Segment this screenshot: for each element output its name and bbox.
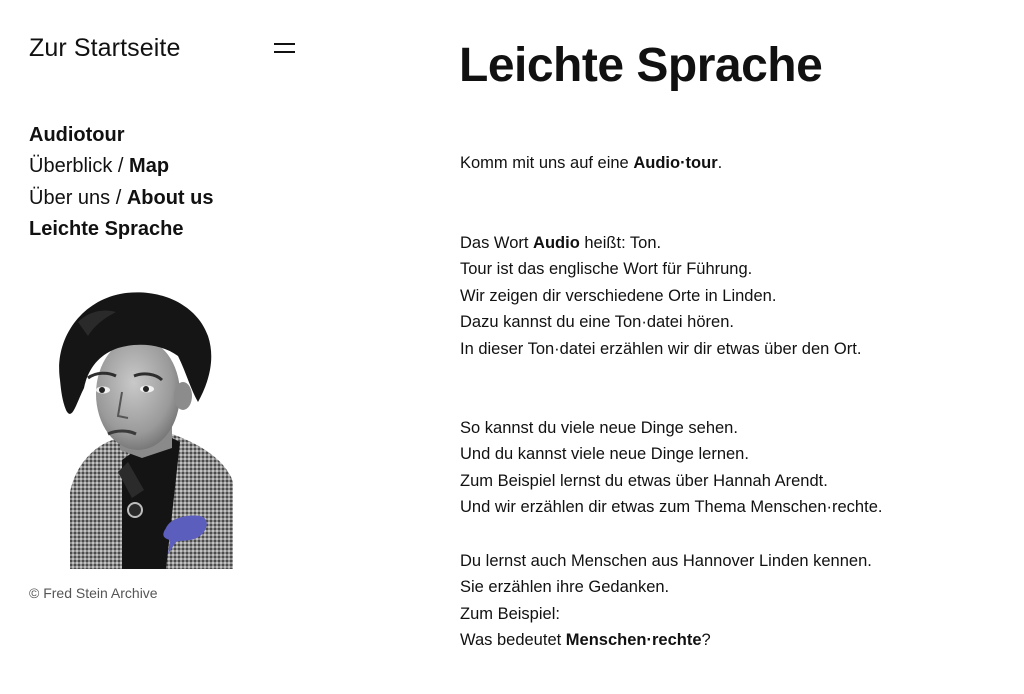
text-line: Sie erzählen ihre Gedanken. [460,578,670,597]
text-line [460,627,872,653]
paragraph-learning [460,415,882,521]
paragraph-audio-explanation [460,230,861,362]
portrait-illustration [58,292,233,569]
home-link[interactable]: Zur Startseite [29,34,181,62]
text-line: Du lernst auch Menschen aus Hannover Linden kennen. [460,552,872,570]
nav-row-audiotour [29,120,213,151]
nav-row-overview [29,151,213,182]
paragraph-intro [460,150,722,176]
text-span: . [717,154,723,172]
text-line [460,230,861,256]
text-span: ? [701,631,711,650]
nav-separator: / [110,186,127,209]
menu-bar-bottom [274,51,295,53]
nav-link-leichte-sprache[interactable]: Leichte Sprache [29,217,184,240]
text-span: Was bedeutet [460,631,566,650]
text-span: Das Wort [460,234,534,252]
paragraph-people [460,548,872,654]
nav-link-audiotour[interactable]: Audiotour [29,124,125,146]
text-line: Und wir erzählen dir etwas zum Thema Menschen·rechte. [460,498,883,517]
text-line: Und du kannst viele neue Dinge lernen. [460,445,749,464]
nav-link-ueberblick[interactable]: Überblick [29,155,113,178]
nav-row-leichte-sprache [29,214,213,245]
bold-term: Menschen·rechte [565,631,702,650]
text-line: So kannst du viele neue Dinge sehen. [460,419,738,437]
text-span: heißt: Ton. [579,234,662,252]
text-line: Wir zeigen dir verschiedene Orte in Linden. [460,286,777,305]
bold-term: Audio·tour [633,154,718,172]
page-title: Leichte Sprache [459,39,823,92]
nav-link-map[interactable]: Map [129,155,170,178]
portrait-image [58,292,233,569]
bold-term: Audio [533,234,580,252]
image-credit: © Fred Stein Archive [29,585,158,601]
menu-bar-top [274,43,295,45]
text-line: Dazu kannst du eine Ton·datei hören. [460,313,734,332]
text-span: Komm mit uns auf eine [460,154,634,172]
nav-separator: / [112,155,130,178]
text-line: Tour ist das englische Wort für Führung. [460,260,753,279]
text-line: Zum Beispiel: [460,604,560,623]
hamburger-menu-icon[interactable] [272,40,298,58]
text-line [460,150,722,176]
nav-row-about [29,183,213,214]
nav-link-about-us[interactable]: About us [126,186,214,209]
nav-link-ueber-uns[interactable]: Über uns [29,186,111,209]
text-line: In dieser Ton·datei erzählen wir dir etwas über den Ort. [460,339,862,358]
text-line: Zum Beispiel lernst du etwas über Hannah Arendt. [460,471,828,490]
side-navigation [29,120,213,245]
